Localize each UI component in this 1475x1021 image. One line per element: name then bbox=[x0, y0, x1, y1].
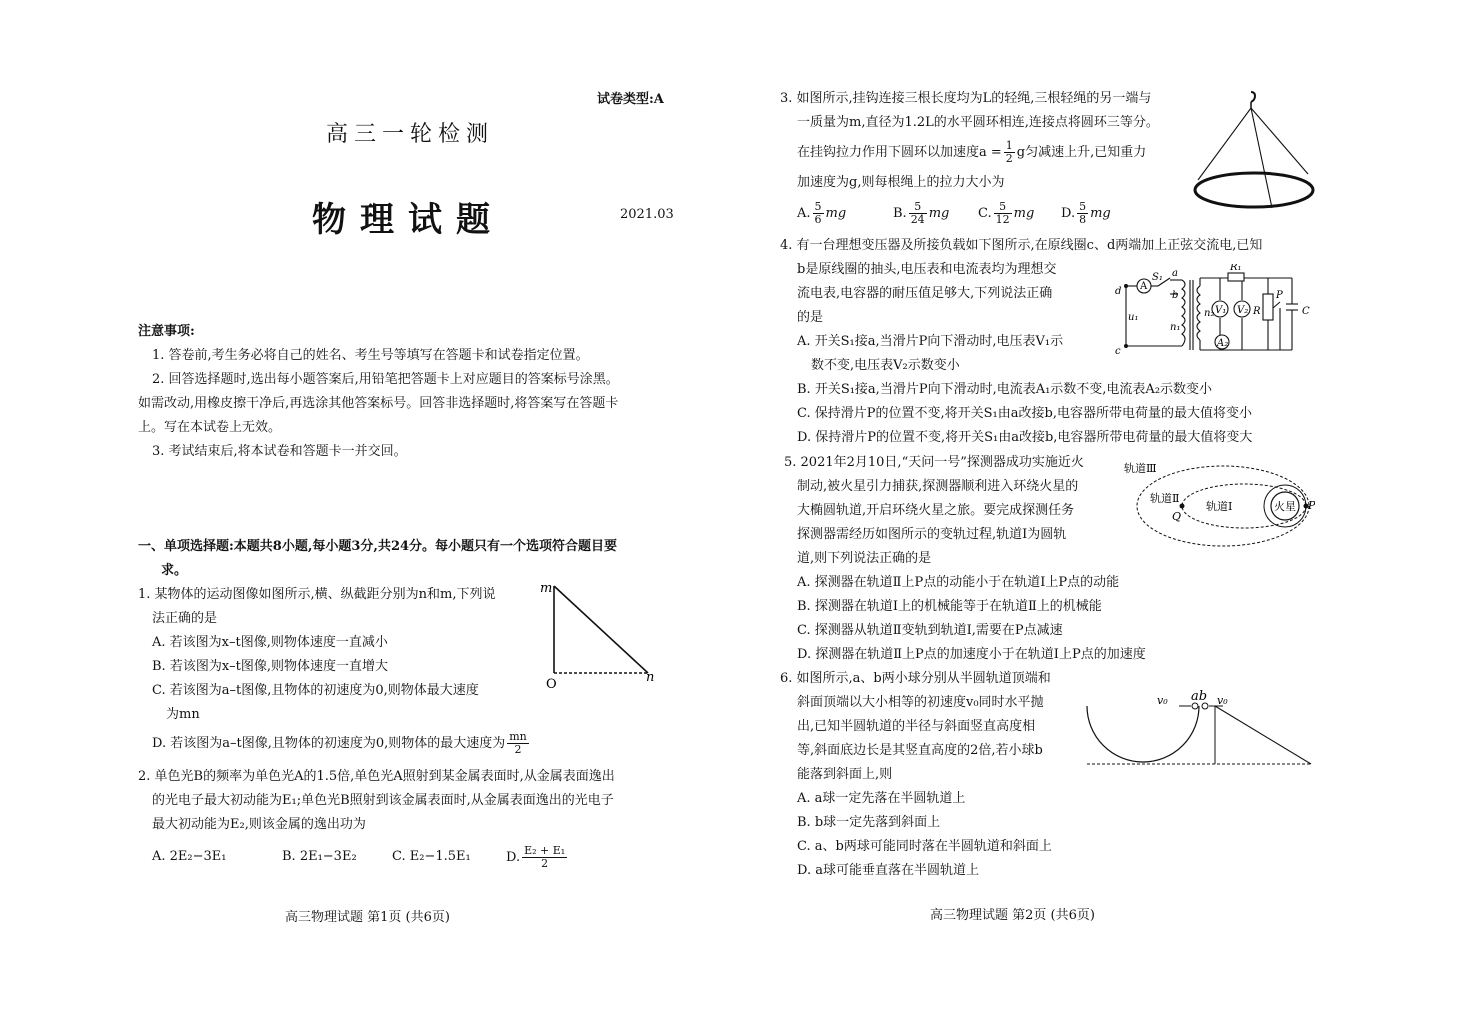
notes-heading: 注意事项: bbox=[138, 324, 195, 339]
q5-label-orbit-1: 轨道Ⅰ bbox=[1206, 500, 1233, 513]
q4-label-r: R bbox=[1253, 306, 1261, 317]
q3-option-b bbox=[893, 201, 949, 226]
q1-graph-n-label: n bbox=[646, 670, 655, 685]
q1-option-d-text: D. 若该图为a–t图像,且物体的初速度为0,则物体的最大速度为 bbox=[152, 736, 506, 751]
q3-line-3 bbox=[797, 140, 1146, 165]
q5-line-4: 探测器需经历如图所示的变轨过程,轨道Ⅰ为圆轨 bbox=[797, 527, 1067, 542]
q4-label-p: P bbox=[1276, 290, 1283, 301]
q1-option-c-cont: 为mn bbox=[166, 707, 200, 722]
q3-line-4: 加速度为g,则每根绳上的拉力大小为 bbox=[797, 175, 1005, 190]
q2-option-c: C. E₂−1.5E₁ bbox=[392, 849, 471, 864]
q2-option-b: B. 2E₁−3E₂ bbox=[282, 849, 357, 864]
q1-graph-line bbox=[554, 586, 648, 673]
q6-line-3: 出,已知半圆轨道的半径与斜面竖直高度相 bbox=[797, 719, 1036, 734]
q3-d-label: D. bbox=[1061, 206, 1076, 221]
q2-line-1: 2. 单色光B的频率为单色光A的1.5倍,单色光A照射到某金属表面时,从金属表面逸出 bbox=[138, 769, 615, 784]
q4-line-1: 4. 有一台理想变压器及所接负载如下图所示,在原线圈c、d两端加上正弦交流电,已知 bbox=[780, 238, 1263, 253]
q4-line-3: 流电表,电容器的耐压值足够大,下列说法正确 bbox=[797, 286, 1053, 301]
note-2-end: 上。写在本试卷上无效。 bbox=[138, 420, 282, 435]
q1-stem-cont: 法正确的是 bbox=[152, 611, 218, 626]
q3-a-fraction bbox=[813, 201, 824, 226]
q3-accel-fraction bbox=[1004, 140, 1015, 165]
q4-option-a: A. 开关S₁接a,当滑片P向下滑动时,电压表V₁示 bbox=[797, 334, 1064, 349]
q5-option-a: A. 探测器在轨道Ⅱ上P点的动能小于在轨道Ⅰ上P点的动能 bbox=[797, 575, 1120, 590]
q3-line-2: 一质量为m,直径为1.2L的水平圆环相连,连接点将圆环三等分。 bbox=[797, 115, 1159, 130]
q4-line-4: 的是 bbox=[797, 310, 824, 325]
q4-label-s1: S₁ bbox=[1152, 272, 1163, 283]
q6-line-5: 能落到斜面上,则 bbox=[797, 767, 893, 782]
q6-option-c: C. a、b两球可能同时落在半圆轨道和斜面上 bbox=[797, 839, 1052, 854]
q5-option-c: C. 探测器从轨道Ⅱ变轨到轨道Ⅰ,需要在P点减速 bbox=[797, 623, 1063, 638]
subject-title: 物理试题 bbox=[312, 200, 504, 240]
q4-label-u1: u₁ bbox=[1128, 312, 1139, 323]
q3-option-c bbox=[978, 201, 1034, 226]
q4-label-b: b bbox=[1172, 290, 1179, 301]
rope-front bbox=[1251, 108, 1272, 208]
q6-label-v0-left: v₀ bbox=[1157, 694, 1168, 707]
q3-accel-den: 2 bbox=[1005, 152, 1013, 165]
q6-line-4: 等,斜面底边长是其竖直高度的2倍,若小球b bbox=[797, 743, 1043, 758]
q5-label-orbit-2: 轨道Ⅱ bbox=[1150, 492, 1180, 505]
q5-option-b: B. 探测器在轨道Ⅰ上的机械能等于在轨道Ⅱ上的机械能 bbox=[797, 599, 1102, 614]
q3-a-unit: mg bbox=[825, 206, 847, 221]
q2-d-numerator: E₂ + E₁ bbox=[524, 844, 566, 857]
left-page-footer: 高三物理试题 第1页 (共6页) bbox=[285, 910, 450, 925]
q1-option-d-fraction bbox=[507, 731, 529, 756]
q2-line-2: 的光电子最大初动能为E₁;单色光B照射到该金属表面时,从金属表面逸出的光电子 bbox=[152, 793, 614, 808]
q5-label-mars: 火星 bbox=[1274, 500, 1296, 513]
q1-option-c: C. 若该图为a–t图像,且物体的初速度为0,则物体最大速度 bbox=[152, 683, 479, 698]
q5-orbit-figure bbox=[1120, 458, 1315, 558]
q1-graph-origin-label: O bbox=[546, 677, 557, 690]
q2-option-d bbox=[506, 845, 569, 870]
section-heading-cont: 求。 bbox=[161, 563, 188, 578]
q3-c-label: C. bbox=[978, 206, 992, 221]
q1-d-numerator: mn bbox=[509, 730, 527, 743]
point-q bbox=[1180, 504, 1185, 509]
q4-label-r1: R₁ bbox=[1230, 264, 1242, 273]
q4-label-d: d bbox=[1115, 286, 1122, 297]
q6-line-2: 斜面顶端以大小相等的初速度v₀同时水平抛 bbox=[797, 695, 1044, 710]
q2-option-d-label: D. bbox=[506, 850, 521, 865]
q4-label-a2: A₂ bbox=[1217, 338, 1229, 349]
q4-label-ammeter: A bbox=[1140, 281, 1148, 292]
exam-date: 2021.03 bbox=[620, 207, 674, 222]
q3-option-d bbox=[1061, 201, 1111, 226]
note-3: 3. 考试结束后,将本试卷和答题卡一并交回。 bbox=[152, 444, 407, 459]
q3-line-3-a: 在挂钩拉力作用下圆环以加速度a = bbox=[797, 145, 1002, 160]
q3-accel-num: 1 bbox=[1005, 139, 1013, 152]
q4-option-a-cont: 数不变,电压表V₂示数变小 bbox=[811, 358, 960, 373]
q4-line-2: b是原线圈的抽头,电压表和电流表均为理想交 bbox=[797, 262, 1057, 277]
q3-d-num: 5 bbox=[1079, 200, 1087, 213]
q4-label-a: a bbox=[1172, 268, 1178, 279]
q4-label-n1: n₁ bbox=[1170, 322, 1181, 333]
q3-line-3-b: g匀减速上升,已知重力 bbox=[1016, 145, 1147, 160]
incline-slope bbox=[1215, 706, 1311, 764]
q1-d-denominator: 2 bbox=[514, 743, 522, 756]
q3-b-num: 5 bbox=[909, 201, 927, 214]
q6-option-d: D. a球可能垂直落在半圆轨道上 bbox=[797, 863, 979, 878]
q3-a-label: A. bbox=[797, 206, 811, 221]
q5-line-5: 道,则下列说法正确的是 bbox=[797, 551, 932, 566]
section-heading: 一、单项选择题:本题共8小题,每小题3分,共24分。每小题只有一个选项符合题目要 bbox=[138, 539, 618, 554]
rope-left bbox=[1198, 108, 1251, 180]
q3-c-unit: mg bbox=[1013, 206, 1035, 221]
q3-line-1: 3. 如图所示,挂钩连接三根长度均为L的轻绳,三根轻绳的另一端与 bbox=[780, 91, 1152, 106]
q5-label-p: P bbox=[1308, 499, 1315, 512]
q2-line-3: 最大初动能为E₂,则该金属的逸出功为 bbox=[152, 817, 366, 832]
paper-type: 试卷类型:A bbox=[597, 92, 664, 107]
q6-track-figure bbox=[1085, 688, 1317, 770]
right-page-footer: 高三物理试题 第2页 (共6页) bbox=[930, 908, 1095, 923]
series-title: 高三一轮检测 bbox=[326, 122, 495, 147]
q1-stem: 1. 某物体的运动图像如图所示,横、纵截距分别为n和m,下列说 bbox=[138, 587, 496, 602]
q3-a-num: 5 bbox=[814, 200, 822, 213]
q3-c-den: 12 bbox=[995, 213, 1010, 226]
q6-line-1: 6. 如图所示,a、b两小球分别从半圆轨道顶端和 bbox=[780, 671, 1051, 686]
q4-label-n2: n₂ bbox=[1204, 308, 1215, 319]
q5-line-1: 5. 2021年2月10日,“天问一号”探测器成功实施近火 bbox=[784, 455, 1084, 470]
q3-d-den: 8 bbox=[1079, 213, 1087, 226]
q3-d-unit: mg bbox=[1090, 206, 1111, 221]
q2-option-d-fraction bbox=[522, 845, 567, 870]
q4-label-v1: V₁ bbox=[1215, 305, 1227, 316]
q4-option-b: B. 开关S₁接a,当滑片P向下滑动时,电流表A₁示数不变,电流表A₂示数变小 bbox=[797, 382, 1213, 397]
q3-ring-figure bbox=[1190, 88, 1320, 214]
q5-line-2: 制动,被火星引力捕获,探测器顺利进入环绕火星的 bbox=[797, 479, 1079, 494]
q1-option-a: A. 若该图为x–t图像,则物体速度一直减小 bbox=[152, 635, 388, 650]
q1-graph-m-label: m bbox=[540, 581, 553, 596]
q3-b-den: 24 bbox=[910, 213, 925, 226]
q4-label-v2: V₂ bbox=[1237, 305, 1249, 316]
q6-label-v0-right: v₀ bbox=[1217, 694, 1228, 707]
rope-right bbox=[1251, 108, 1308, 174]
q3-option-a bbox=[797, 201, 846, 226]
q5-option-d: D. 探测器在轨道Ⅱ上P点的加速度小于在轨道Ⅰ上P点的加速度 bbox=[797, 647, 1146, 662]
note-2: 2. 回答选择题时,选出每小题答案后,用铅笔把答题卡上对应题目的答案标号涂黑。 bbox=[152, 372, 619, 387]
q3-c-fraction bbox=[994, 201, 1012, 226]
hook-icon bbox=[1251, 92, 1255, 102]
q4-circuit-figure bbox=[1112, 264, 1317, 360]
q3-c-num: 5 bbox=[994, 201, 1012, 214]
q1-graph bbox=[536, 578, 666, 690]
q1-option-b: B. 若该图为x–t图像,则物体速度一直增大 bbox=[152, 659, 389, 674]
q4-option-c: C. 保持滑片P的位置不变,将开关S₁由a改接b,电容器所带电荷量的最大值将变小 bbox=[797, 406, 1252, 421]
q1-option-d bbox=[152, 731, 531, 756]
ring bbox=[1195, 173, 1313, 207]
q4-option-d: D. 保持滑片P的位置不变,将开关S₁由a改接b,电容器所带电荷量的最大值将变大 bbox=[797, 430, 1253, 445]
q3-b-fraction bbox=[909, 201, 927, 226]
q3-a-den: 6 bbox=[814, 213, 822, 226]
q2-option-a: A. 2E₂−3E₁ bbox=[152, 849, 227, 864]
q3-b-unit: mg bbox=[928, 206, 950, 221]
q5-label-orbit-3: 轨道Ⅲ bbox=[1124, 462, 1157, 475]
semicircle-track bbox=[1087, 706, 1199, 762]
q4-label-c: c bbox=[1115, 346, 1121, 357]
q5-line-3: 大椭圆轨道,开启环绕火星之旅。要完成探测任务 bbox=[797, 503, 1075, 518]
q6-option-a: A. a球一定先落在半圆轨道上 bbox=[797, 791, 966, 806]
q6-label-ab: ab bbox=[1191, 689, 1208, 704]
q3-d-fraction bbox=[1077, 201, 1088, 226]
q4-label-c-cap: C bbox=[1302, 306, 1310, 317]
q2-d-denominator: 2 bbox=[541, 857, 549, 870]
note-1: 1. 答卷前,考生务必将自己的姓名、考生号等填写在答题卡和试卷指定位置。 bbox=[152, 348, 589, 363]
q3-b-label: B. bbox=[893, 206, 907, 221]
q5-label-q: Q bbox=[1172, 510, 1182, 523]
note-2-cont: 如需改动,用橡皮擦干净后,再选涂其他答案标号。回答非选择题时,将答案写在答题卡 bbox=[138, 396, 619, 411]
q6-option-b: B. b球一定先落到斜面上 bbox=[797, 815, 941, 830]
